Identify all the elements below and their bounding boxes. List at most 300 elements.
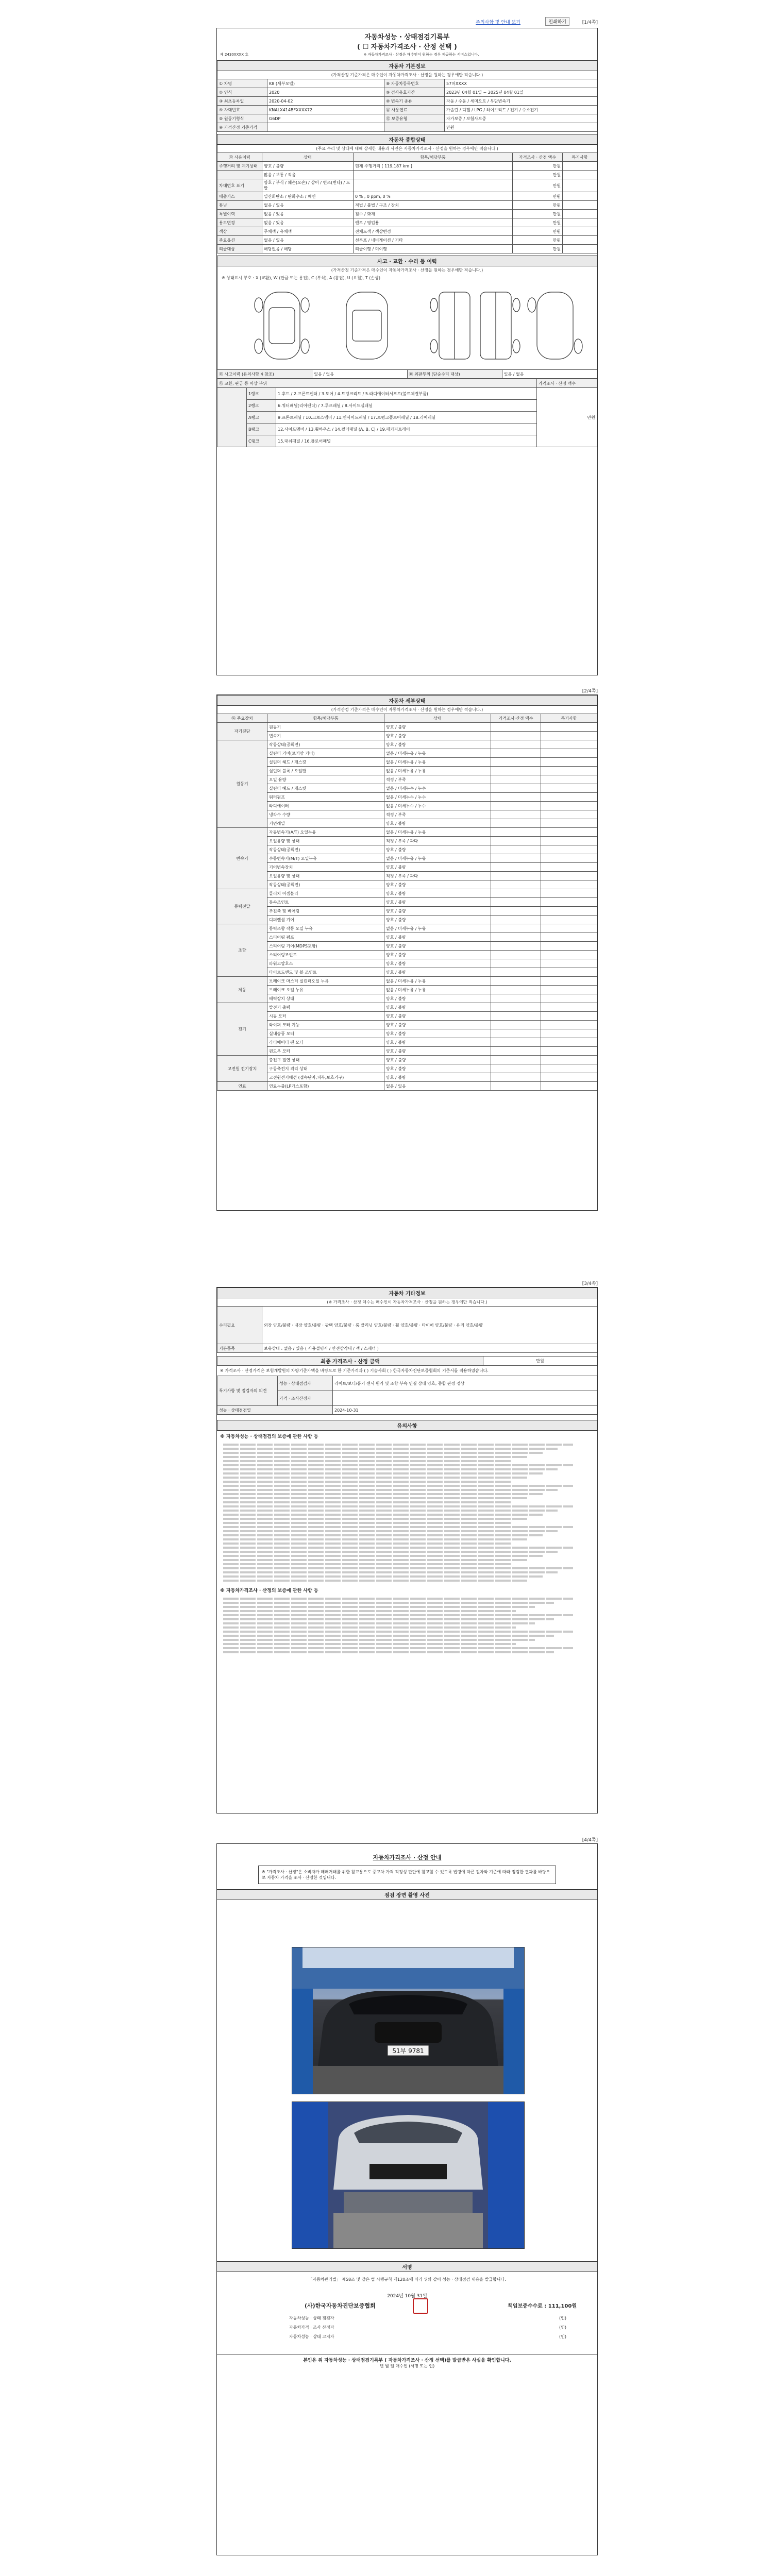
status-price: 만원 xyxy=(513,227,563,236)
detail-state: 없음 / 미세누유 / 누유 xyxy=(384,986,491,994)
rank-label: C랭크 xyxy=(247,435,276,447)
status-row xyxy=(217,245,597,253)
notice-line xyxy=(223,1567,573,1569)
status-detail: 침수 / 화재 xyxy=(354,210,513,218)
status-price: 만원 xyxy=(513,236,563,245)
detail-item: 오일유량 및 상태 xyxy=(267,837,384,845)
basic-value-2: 가솔린 / 디젤 / LPG / 하이브리드 / 전기 / 수소전기 xyxy=(445,106,597,114)
detail-row xyxy=(217,837,597,845)
detail-state: 양호 / 불량 xyxy=(384,933,491,942)
detail-row xyxy=(217,758,597,767)
detail-price xyxy=(491,1082,541,1091)
detail-remark xyxy=(541,1003,597,1012)
detail-row xyxy=(217,977,597,986)
detail-col-header: 특기사항 xyxy=(541,714,597,723)
detail-row xyxy=(217,1012,597,1021)
detail-remark xyxy=(541,810,597,819)
repair-need-items: 외장 양호/불량 · 내장 양호/불량 · 광택 양호/불량 · 룸 클리닝 양호/불량 · 휠 양호/불량 · 타이어 양호/불량 · 유리 양호/불량 xyxy=(262,1307,597,1344)
notice-line xyxy=(223,1460,512,1462)
detail-item: 스티어링조인트 xyxy=(267,951,384,959)
detail-remark xyxy=(541,1012,597,1021)
detail-item: 충전구 절연 상태 xyxy=(267,1056,384,1064)
detail-group: 연료 xyxy=(217,1082,267,1091)
status-detail: 적법 / 불법 / 구조 / 장치 xyxy=(354,201,513,210)
basic-key: ③ 최초등록일 xyxy=(217,97,267,106)
signer-row xyxy=(289,2334,566,2343)
detail-price xyxy=(491,793,541,802)
detail-state: 양호 / 불량 xyxy=(384,1056,491,1064)
rank-items: 6.쿼터패널(리어펜더) / 7.루프패널 / 8.사이드실패널 xyxy=(276,400,537,412)
notice-heading: 유의사항 xyxy=(217,1420,597,1431)
rank-price-header: 가격조사 · 산정 액수 xyxy=(537,379,597,388)
detail-row xyxy=(217,924,597,933)
status-detail: 현재 주행거리 [ 119,187 km ] xyxy=(354,162,513,171)
detail-table xyxy=(217,714,597,1091)
notice-line xyxy=(223,1580,527,1582)
page-3 xyxy=(216,1278,598,1819)
notice-line xyxy=(223,1456,527,1458)
status-row xyxy=(217,227,597,236)
detail-row xyxy=(217,1029,597,1038)
repair-need-label: 수리필요 xyxy=(217,1307,262,1344)
status-key: 차대번호 표기 xyxy=(217,179,262,192)
detail-group: 자기진단 xyxy=(217,723,267,740)
detail-remark xyxy=(541,1064,597,1073)
detail-row xyxy=(217,898,597,907)
stamp xyxy=(413,2298,428,2314)
notice-line xyxy=(223,1559,527,1561)
detail-remark xyxy=(541,968,597,977)
notice-line xyxy=(223,1606,535,1608)
status-row xyxy=(217,236,597,245)
car-diagram xyxy=(217,282,597,369)
basic-value-2: 만원 xyxy=(445,123,597,132)
car-lift-image xyxy=(292,2102,524,2248)
status-col-header: 상태 xyxy=(262,153,354,162)
status-value: 양호 / 부식 / 훼손(오손) / 상이 / 변조(변타) / 도말 xyxy=(262,179,354,192)
status-key: 색상 xyxy=(217,227,262,236)
detail-item: 오일 유량 xyxy=(267,775,384,784)
basic-key-2: ⑧ 자동차등록번호 xyxy=(384,79,445,88)
detail-state: 양호 / 불량 xyxy=(384,959,491,968)
status-header-row xyxy=(217,153,597,162)
notice-line xyxy=(223,1614,573,1616)
detail-item: 실린더 블록 / 오일팬 xyxy=(267,767,384,775)
detail-remark xyxy=(541,907,597,916)
status-col-header: 항목/해당부품 xyxy=(354,153,513,162)
inspector-role-1: 성능 · 상태점검자 xyxy=(278,1376,333,1391)
print-button[interactable]: 인쇄하기 xyxy=(545,17,569,26)
detail-remark xyxy=(541,977,597,986)
detail-price xyxy=(491,863,541,872)
notice-line xyxy=(223,1547,573,1549)
rank-group xyxy=(217,388,247,447)
status-key: 주행거리 및 계기상태 xyxy=(217,162,262,171)
page4-frame xyxy=(216,1843,598,2555)
detail-row xyxy=(217,775,597,784)
detail-item: 추진축 및 베어링 xyxy=(267,907,384,916)
status-key: 특별이력 xyxy=(217,210,262,218)
detail-remark xyxy=(541,723,597,732)
detail-remark xyxy=(541,898,597,907)
status-row xyxy=(217,210,597,218)
detail-state: 없음 / 미세누유 / 누유 xyxy=(384,924,491,933)
detail-remark xyxy=(541,740,597,749)
form-frame xyxy=(216,28,598,675)
status-detail: 전체도색 / 색상변경 xyxy=(354,227,513,236)
detail-state: 없음 / 미세누유 / 누유 xyxy=(384,854,491,863)
other-table xyxy=(217,1306,597,1353)
detail-price xyxy=(491,968,541,977)
detail-group: 고전원 전기장치 xyxy=(217,1056,267,1082)
status-row xyxy=(217,171,597,179)
doc-title-sub: ( ☐ 자동차가격조사 · 산정 선택 ) xyxy=(357,43,457,51)
detail-state: 양호 / 불량 xyxy=(384,880,491,889)
top-bar xyxy=(216,15,598,28)
notice-line xyxy=(223,1543,512,1545)
detail-row xyxy=(217,986,597,994)
rank-header-row xyxy=(217,379,597,388)
detail-state: 양호 / 불량 xyxy=(384,907,491,916)
detail-item: 등속조인트 xyxy=(267,898,384,907)
status-detail xyxy=(354,171,513,179)
detail-item: 변속기 xyxy=(267,732,384,740)
status-remark xyxy=(563,201,597,210)
basic-key-2: ⑨ 검사유효기간 xyxy=(384,88,445,97)
detail-row xyxy=(217,854,597,863)
basic-info-table xyxy=(217,79,597,132)
notice-line xyxy=(223,1472,543,1475)
detail-remark xyxy=(541,951,597,959)
buyer-confirm: 본인은 위 자동차성능 · 상태점검기록부 ( 자동차가격조사 · 산정 선택)를 발급받은 사실을 확인합니다. xyxy=(217,2354,597,2363)
price-guide-box xyxy=(258,1866,556,1884)
notice-line xyxy=(223,1448,558,1450)
sign-heading: 서명 xyxy=(217,2261,597,2272)
status-remark xyxy=(563,227,597,236)
detail-col-header: ⑯ 주요장치 xyxy=(217,714,267,723)
status-col-header: 가격조사 · 산정 액수 xyxy=(513,153,563,162)
detail-price xyxy=(491,732,541,740)
notice-line xyxy=(223,1468,558,1470)
notice-line xyxy=(223,1647,573,1649)
detail-group: 전기 xyxy=(217,1003,267,1056)
detail-state: 양호 / 불량 xyxy=(384,1029,491,1038)
status-price: 만원 xyxy=(513,245,563,253)
price-guide-text: ※ "가격조사 · 산정"은 소비자가 매매거래를 위한 참고용으로 중고차 가격 적정성 판단에 참고할 수 있도록 법령에 따른 절차와 기준에 따라 점검한 결과를 바탕으로 자동차 가격을 조사 · 산정한 것입니다. xyxy=(262,1870,550,1880)
detail-state: 양호 / 불량 xyxy=(384,1038,491,1047)
price-remark: ※ 가격조사 · 산정가격은 보험개발원의 차량기준가액을 바탕으로 한 기준가격과 ( ) 기술사회 ( ) 한국자동차진단보증협회의 기준서를 적용하였습니다. xyxy=(220,1368,489,1373)
basic-value-2: 자동 / 수동 / 세미오토 / 무단변속기 xyxy=(445,97,597,106)
status-heading: 자동차 종합상태 xyxy=(217,134,597,145)
notice-line xyxy=(223,1477,527,1479)
detail-remark xyxy=(541,1047,597,1056)
notice-line xyxy=(223,1505,573,1507)
detail-price xyxy=(491,1064,541,1073)
status-remark xyxy=(563,210,597,218)
notice-sub-2: ※ 자동차가격조사 · 산정의 보증에 관한 사항 등 xyxy=(220,1588,318,1594)
detail-item: 스티어링 기어(MDPS포함) xyxy=(267,942,384,951)
detail-state: 양호 / 불량 xyxy=(384,732,491,740)
detail-row xyxy=(217,793,597,802)
detail-row xyxy=(217,889,597,898)
car-front-image xyxy=(292,1947,524,2094)
detail-item: 시동 모터 xyxy=(267,1012,384,1021)
status-detail: 선루프 / 네비게이션 / 기타 xyxy=(354,236,513,245)
detail-remark xyxy=(541,845,597,854)
status-value: 해당없음 / 해당 xyxy=(262,245,354,253)
status-value: 없음 / 있음 xyxy=(262,218,354,227)
status-price: 만원 xyxy=(513,218,563,227)
basic-items-label: 기본품목 xyxy=(217,1344,262,1353)
detail-group: 원동기 xyxy=(217,740,267,828)
notice-line xyxy=(223,1610,516,1612)
status-value: 없음 / 있음 xyxy=(262,236,354,245)
inspector-heading: 특기사항 및 점검자의 의견 xyxy=(217,1376,278,1406)
detail-heading: 자동차 세부상태 xyxy=(217,695,597,706)
detail-remark xyxy=(541,819,597,828)
notice-body-1 xyxy=(217,1444,597,1582)
detail-col-header: 상태 xyxy=(384,714,491,723)
detail-row xyxy=(217,1082,597,1091)
detail-price xyxy=(491,916,541,924)
basic-key-2 xyxy=(384,123,445,132)
detail-price xyxy=(491,942,541,951)
rank-label: A랭크 xyxy=(247,412,276,423)
basic-key: ⑥ 가격산정 기준가격 xyxy=(217,123,267,132)
status-value: 일산화탄소 / 탄화수소 / 매연 xyxy=(262,192,354,201)
status-row xyxy=(217,162,597,171)
detail-price xyxy=(491,1056,541,1064)
detail-state: 없음 / 있음 xyxy=(384,1082,491,1091)
final-price-table xyxy=(217,1356,597,1366)
rank-items: 15.대쉬패널 / 16.플로어패널 xyxy=(276,435,537,447)
status-key: 튜닝 xyxy=(217,201,262,210)
basic-value: K8 (세부모델) xyxy=(267,79,384,88)
detail-item: 고전원전기배선 (접속단자,피복,보호기구) xyxy=(267,1073,384,1082)
detail-state: 없음 / 미세누유 / 누유 xyxy=(384,828,491,837)
basic-value: 2020-04-02 xyxy=(267,97,384,106)
detail-header-row xyxy=(217,714,597,723)
detail-remark xyxy=(541,828,597,837)
basic-key: ⑤ 원동기형식 xyxy=(217,114,267,123)
detail-row xyxy=(217,872,597,880)
simple-repair-label: ⑭ 외판부위 (단순수리 대상) xyxy=(407,370,502,379)
page-number-4: [4/4쪽] xyxy=(582,1838,598,1843)
status-key: 리콜대상 xyxy=(217,245,262,253)
status-value: 양호 / 불량 xyxy=(262,162,354,171)
detail-remark xyxy=(541,1029,597,1038)
car-top-right xyxy=(537,292,573,359)
signer-mark: (인) xyxy=(559,2316,566,2320)
basic-value: G6DP xyxy=(267,114,384,123)
detail-item: 작동상태(공회전) xyxy=(267,740,384,749)
detail-item: 실린더 헤드 / 개스킷 xyxy=(267,758,384,767)
status-row xyxy=(217,192,597,201)
basic-row xyxy=(217,88,597,97)
detail-state: 양호 / 불량 xyxy=(384,1003,491,1012)
detail-item: 발전기 출력 xyxy=(267,1003,384,1012)
detail-item: 수동변속기(M/T) 오일누유 xyxy=(267,854,384,863)
rank-items: 12.사이드멤버 / 13.휠하우스 / 14.필러패널 (A, B, C) / 19.패키지트레이 xyxy=(276,423,537,435)
status-remark xyxy=(563,171,597,179)
status-key: 배출가스 xyxy=(217,192,262,201)
detail-state: 적정 / 부족 / 과다 xyxy=(384,837,491,845)
notice-line xyxy=(223,1530,558,1532)
detail-price xyxy=(491,775,541,784)
detail-row xyxy=(217,784,597,793)
detail-row xyxy=(217,1038,597,1047)
plate-text: 51부 9781 xyxy=(392,2047,424,2055)
notice-line xyxy=(223,1575,543,1578)
detail-remark xyxy=(541,732,597,740)
status-detail: 렌트 / 영업용 xyxy=(354,218,513,227)
detail-state: 양호 / 불량 xyxy=(384,889,491,898)
detail-remark xyxy=(541,942,597,951)
notice-line xyxy=(223,1598,573,1600)
detail-price xyxy=(491,784,541,793)
detail-row xyxy=(217,942,597,951)
detail-remark xyxy=(541,889,597,898)
detail-price xyxy=(491,889,541,898)
detail-price xyxy=(491,907,541,916)
status-price: 만원 xyxy=(513,179,563,192)
detail-row xyxy=(217,845,597,854)
detail-item: 파워고압호스 xyxy=(267,959,384,968)
rank-row xyxy=(217,388,597,400)
detail-price xyxy=(491,819,541,828)
detail-item: 브레이크 마스터 실린더오일 누유 xyxy=(267,977,384,986)
detail-state: 양호 / 불량 xyxy=(384,819,491,828)
detail-item: 기어변속장치 xyxy=(267,863,384,872)
inspection-date-value: 2024-10-31 xyxy=(333,1406,597,1415)
status-detail: 리콜이행 / 미이행 xyxy=(354,245,513,253)
detail-item: 윈도우 모터 xyxy=(267,1047,384,1056)
notice-line xyxy=(223,1518,527,1520)
detail-row xyxy=(217,994,597,1003)
notice-line xyxy=(223,1510,558,1512)
detail-state: 없음 / 미세누유 / 누유 xyxy=(384,758,491,767)
detail-price xyxy=(491,1073,541,1082)
detail-item: 와이퍼 모터 기능 xyxy=(267,1021,384,1029)
other-frame xyxy=(216,1287,598,1814)
detail-remark xyxy=(541,986,597,994)
status-key: 용도변경 xyxy=(217,218,262,227)
detail-state: 양호 / 불량 xyxy=(384,942,491,951)
detail-state: 적정 / 부족 xyxy=(384,775,491,784)
status-remark xyxy=(563,218,597,227)
status-row xyxy=(217,179,597,192)
notice-line xyxy=(223,1534,543,1536)
detail-item: 커먼레일 xyxy=(267,819,384,828)
notice-line xyxy=(223,1452,543,1454)
inspector-opinion-2 xyxy=(333,1391,597,1406)
inspection-date-label: 성능 · 상태점검일 xyxy=(217,1406,333,1415)
status-price: 만원 xyxy=(513,192,563,201)
issue-date: 2024년 10월 31일 xyxy=(387,2294,427,2299)
doc-subtitle: ※ 자동차가격조사 · 산정은 매수인이 원하는 경우 제공하는 서비스입니다. xyxy=(363,53,479,57)
detail-price xyxy=(491,880,541,889)
detail-row xyxy=(217,802,597,810)
detail-item: 연료누출(LP가스포함) xyxy=(267,1082,384,1091)
status-price: 만원 xyxy=(513,210,563,218)
final-price-label: 최종 가격조사 · 산정 금액 xyxy=(217,1357,483,1366)
detail-price xyxy=(491,986,541,994)
detail-remark xyxy=(541,880,597,889)
detail-state: 없음 / 미세누유 / 누유 xyxy=(384,767,491,775)
detail-item: 작동상태(공회전) xyxy=(267,845,384,854)
detail-remark xyxy=(541,924,597,933)
detail-row xyxy=(217,1056,597,1064)
signer-mark: (인) xyxy=(559,2334,566,2339)
other-heading: 자동차 기타정보 xyxy=(217,1287,597,1298)
detail-row xyxy=(217,1073,597,1082)
notice-line xyxy=(223,1602,554,1604)
detail-item: 냉각수 수량 xyxy=(267,810,384,819)
detail-remark xyxy=(541,1038,597,1047)
detail-remark xyxy=(541,1073,597,1082)
detail-item: 배력장치 상태 xyxy=(267,994,384,1003)
rank-items: 9.프론트패널 / 10.크로스멤버 / 11.인사이드패널 / 17.트렁크플로어패널 / 18.리어패널 xyxy=(276,412,537,423)
detail-remark xyxy=(541,994,597,1003)
detail-row xyxy=(217,907,597,916)
inspector-opinion-1: 라이트/보디/흡기 센서 원가 및 조향 부속 연결 상태 양호, 종합 판정 정상 xyxy=(333,1376,597,1391)
detail-price xyxy=(491,898,541,907)
basic-key: ① 차명 xyxy=(217,79,267,88)
status-value: 많음 / 보통 / 적음 xyxy=(262,171,354,179)
status-detail xyxy=(354,179,513,192)
signer-row xyxy=(289,2325,566,2334)
notice-line xyxy=(223,1514,543,1516)
detail-price xyxy=(491,994,541,1003)
detail-state: 없음 / 미세누수 / 누수 xyxy=(384,784,491,793)
notice-line xyxy=(223,1635,554,1637)
detail-item: 오일유량 및 상태 xyxy=(267,872,384,880)
detail-state: 양호 / 불량 xyxy=(384,740,491,749)
notice-line xyxy=(223,1538,527,1540)
detail-price xyxy=(491,951,541,959)
basic-row xyxy=(217,106,597,114)
inspector-role-2: 가격 · 조사산정자 xyxy=(278,1391,333,1406)
status-key xyxy=(217,171,262,179)
detail-price xyxy=(491,837,541,845)
detail-price xyxy=(491,845,541,854)
notice-line xyxy=(223,1643,516,1645)
photo-underbody xyxy=(292,2102,525,2249)
notice-sub-1: ※ 자동차성능 · 상태점검의 보증에 관한 사항 등 xyxy=(220,1434,318,1439)
detail-price xyxy=(491,1038,541,1047)
detail-row xyxy=(217,1003,597,1012)
notice-line xyxy=(223,1551,558,1553)
status-price: 만원 xyxy=(513,201,563,210)
detail-row xyxy=(217,1021,597,1029)
status-col-header: ⑫ 사용이력 xyxy=(217,153,262,162)
detail-remark xyxy=(541,793,597,802)
doc-title: 자동차성능 · 상태점검기록부 xyxy=(364,33,450,41)
detail-state: 양호 / 불량 xyxy=(384,951,491,959)
signer-list xyxy=(289,2315,566,2343)
basic-value xyxy=(267,123,384,132)
detail-remark xyxy=(541,854,597,863)
status-remark xyxy=(563,245,597,253)
issuer-company: (사)한국자동차진단보증협회 xyxy=(305,2302,376,2309)
detail-group: 변속기 xyxy=(217,828,267,889)
detail-price xyxy=(491,740,541,749)
notice-link[interactable]: 주의사항 및 안내 보기 xyxy=(476,20,520,25)
buyer-sign-line: 년 월 일 매수인 (서명 또는 인) xyxy=(379,2364,435,2368)
accident-history-value: 있음 / 없음 xyxy=(312,370,407,379)
notice-line xyxy=(223,1501,512,1503)
detail-item: 타이로드엔드 및 볼 조인트 xyxy=(267,968,384,977)
